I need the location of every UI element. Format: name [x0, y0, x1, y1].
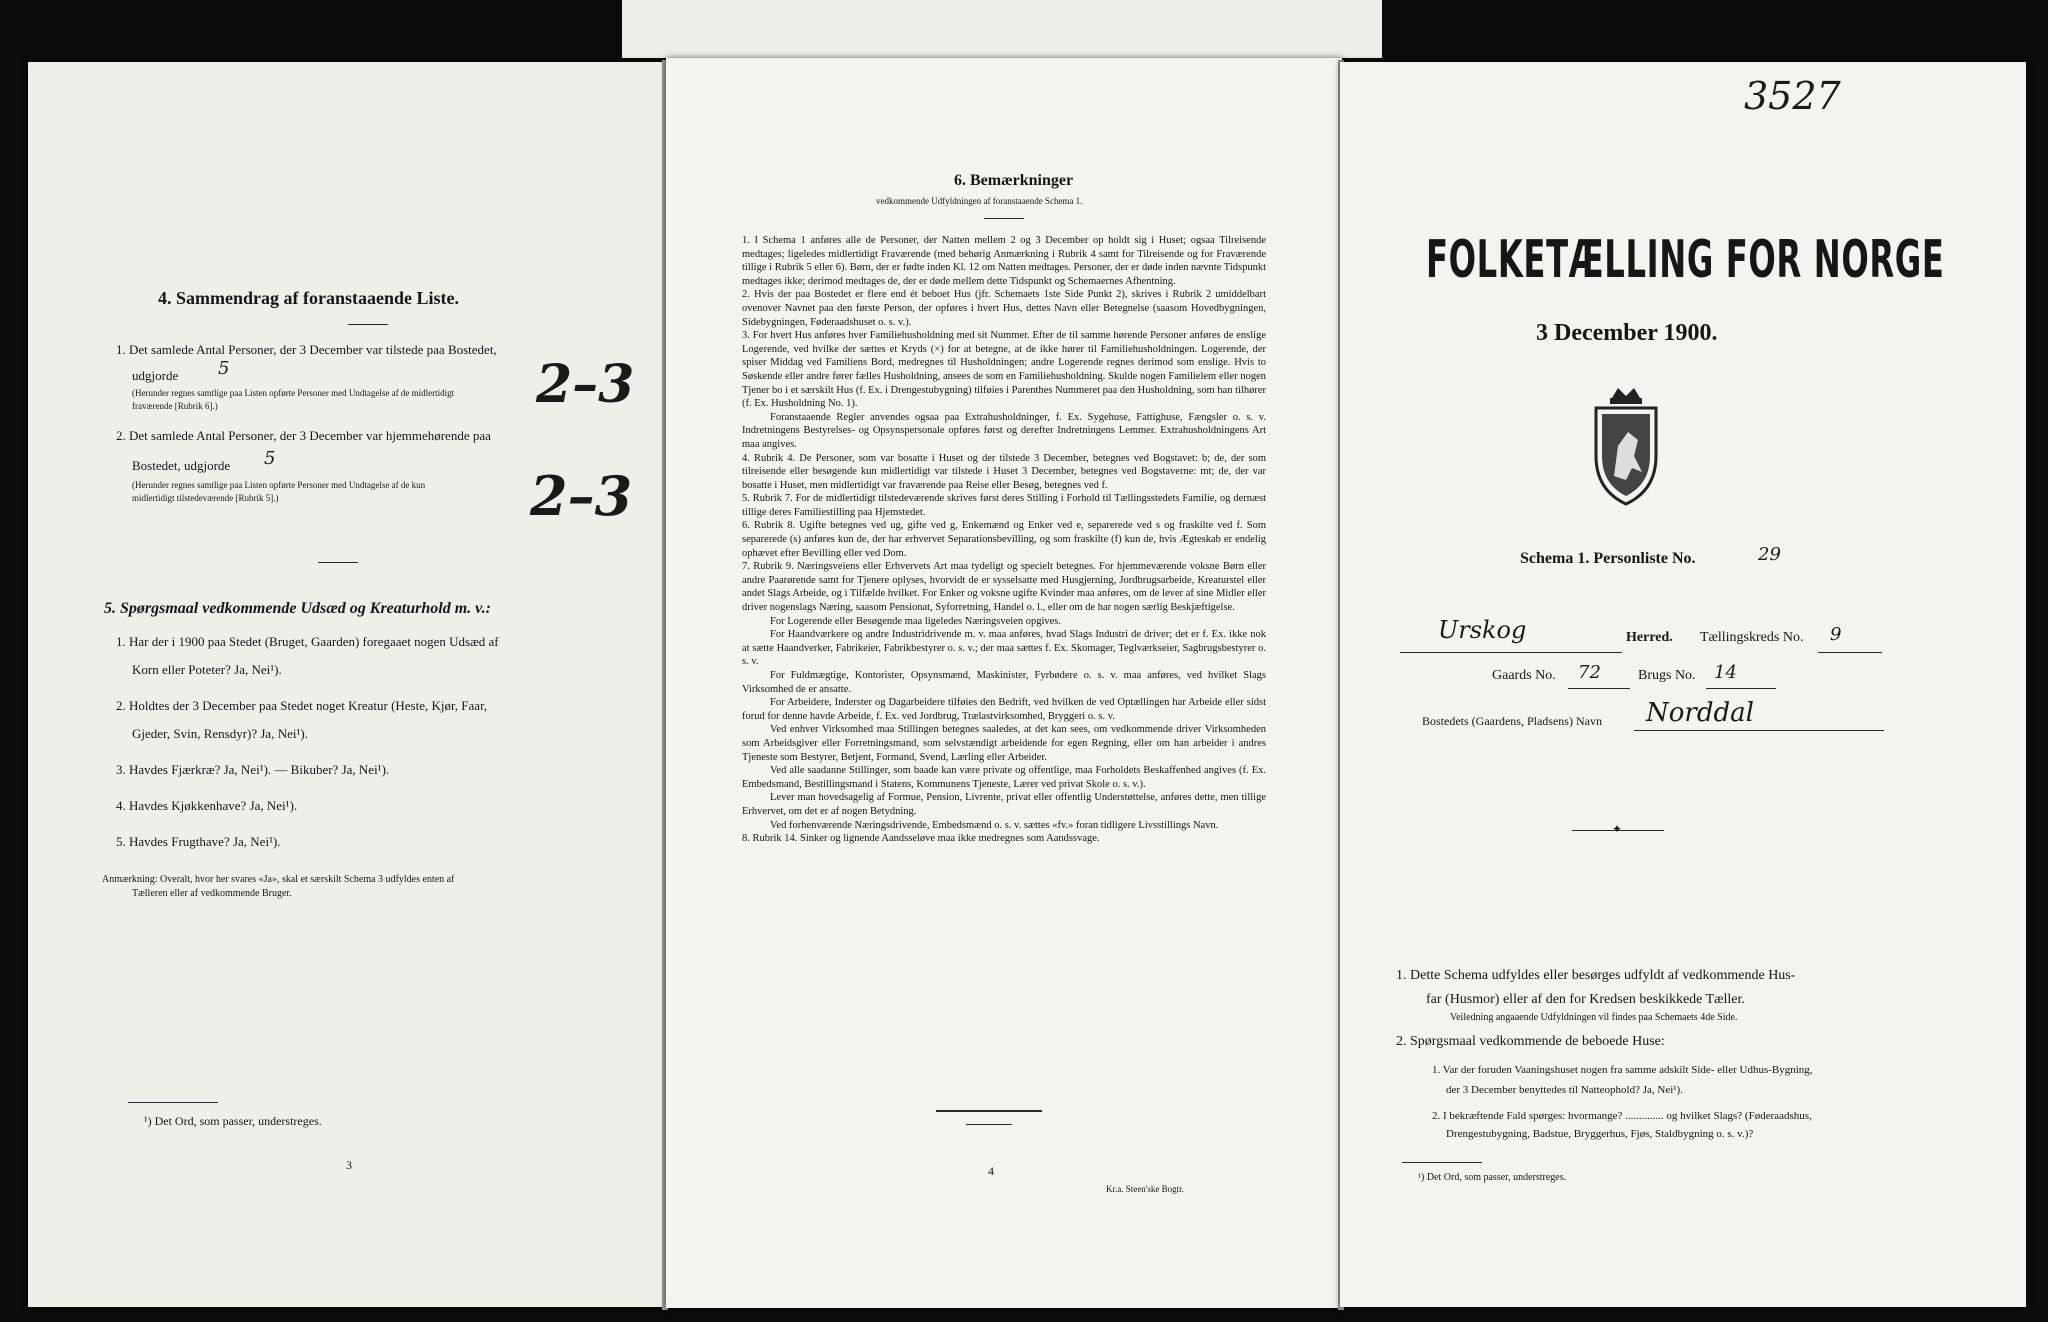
instruction-2: 2. Spørgsmaal vedkommende de beboede Huse: — [1396, 1034, 1665, 1049]
divider — [966, 1124, 1012, 1125]
q2-note-1: (Herunder regnes samtlige paa Listen opførte Personer med Undtagelse af de kun — [132, 480, 426, 490]
gaard-label: Gaards No. — [1492, 668, 1556, 683]
divider — [318, 562, 358, 563]
item-5: 5. Havdes Frugthave? Ja, Nei¹). — [116, 834, 281, 849]
sub-question-1-line2: der 3 December benyttedes til Natteophold? Ja, Nei¹). — [1446, 1084, 1683, 1096]
herred-label: Herred. — [1626, 630, 1673, 645]
brugs-line — [1706, 688, 1776, 689]
q2-label: Bostedet, udgjorde — [132, 458, 231, 473]
remark-paragraph: For Haandværkere og andre Industridrivende m. v. maa anføres, hvad Slags Industri de driver; det er f. Ex. ikke nok at sætte Haandverker, Fabrikeier, Fabrikbestyrer o. s. v.; der maa sættes f. Ex. Skomager, Teglværkseier, Sagbrugsbestyrer o. s. v. — [742, 629, 1266, 668]
remarks-subtitle: vedkommende Udfyldningen af foranstaaende Schema 1. — [876, 196, 1083, 206]
coat-of-arms-icon — [1588, 384, 1664, 510]
printer-credit: Kr.a. Steen'ske Bogtr. — [1106, 1184, 1184, 1194]
kreds-label: Tællingskreds No. — [1700, 630, 1804, 645]
left-page — [28, 62, 664, 1307]
brugs-value: 14 — [1714, 662, 1737, 683]
remark-paragraph: 4. Rubrik 4. De Personer, som var bosatte i Huset og der tilstede 3 December, betegnes ved Bogstavet: b; de, der som tilreisende eller besøgende kun midlertidigt var tilstede i Huset 3 December, betegnes ved Bogstaverne: mt; de, der var bosatte i Huset, men midlertidigt var fraværende paa Reise eller Besøg, betegnes ved f. — [742, 452, 1266, 491]
footnote-rule — [1402, 1162, 1482, 1163]
q2-value: 5 — [264, 448, 276, 469]
census-date: 3 December 1900. — [1536, 320, 1718, 346]
sub-question-2-line2: Drengestubygning, Badstue, Bryggerhus, Fjøs, Staldbygning o. s. v.)? — [1446, 1128, 1754, 1140]
herred-value: Urskog — [1438, 616, 1527, 644]
bosted-line — [1634, 730, 1884, 731]
remark-paragraph: 6. Rubrik 8. Ugifte betegnes ved ug, gifte ved g, Enkemænd og Enker ved e, separerede ved s og fraskilte ved f. Som separerede (s) anføres kun de, der har erhvervet Separationsbevilling, og som fraskilte (f) kun de, hvis Ægteskab er endelig ophævet efter Bevilling eller ved Dom. — [742, 520, 1266, 559]
bosted-value: Norddal — [1646, 698, 1754, 728]
herred-line — [1400, 652, 1622, 653]
schema-label: Schema 1. Personliste No. — [1520, 550, 1696, 567]
item-2-line1: 2. Holdtes der 3 December paa Stedet noget Kreatur (Heste, Kjør, Faar, — [116, 698, 488, 713]
remark-paragraph: Foranstaaende Regler anvendes ogsaa paa Extrahusholdninger, f. Ex. Sygehuse, Fattighuse, Fængsler o. s. v. Indretningens Bestyrelses- og Opsynspersonale opføres først og derefter Indretningens Lemmer. Extrahusholdningens Art maa angives. — [742, 411, 1266, 450]
remark-paragraph: Lever man hovedsagelig af Formue, Pension, Livrente, privat eller offentlig Understøttelse, anføres dette, men tillige Erhvervet, om det er af nogen Betydning. — [742, 792, 1266, 817]
divider — [984, 218, 1024, 219]
remark-line-2: Tælleren eller af vedkommende Bruger. — [132, 888, 292, 899]
remark-paragraph: 8. Rubrik 14. Sinker og lignende Aandsseløve maa ikke medregnes som Aandssvage. — [742, 833, 1100, 845]
remark-paragraph: For Arbeidere, Inderster og Dagarbeidere tilføies den Bedrift, ved hvilken de ved Optællingen har Arbeide eller sidst forud for denne havde Arbeide, f. Ex. ved Jordbrug, Trælastvirksomhed, Bryggeri o. s. v. — [742, 697, 1266, 722]
archive-number: 3527 — [1744, 74, 1841, 118]
remark-paragraph: 5. Rubrik 7. For de midlertidigt tilstedeværende skrives først deres Stilling i Forhold til Tællingsstedets Familie, og dernæst tillige deres Familiestilling paa Hjemstedet. — [742, 493, 1266, 518]
item-1-line2: Korn eller Poteter? Ja, Nei¹). — [132, 662, 282, 677]
right-page — [1340, 62, 2026, 1307]
divider — [936, 1110, 1042, 1112]
brugs-label: Brugs No. — [1638, 668, 1696, 683]
gaard-line — [1568, 688, 1630, 689]
sub-question-1-line1: 1. Var der foruden Vaaningshuset nogen fra samme adskilt Side- eller Udhus-Bygning, — [1432, 1064, 1813, 1076]
instruction-1-line2: far (Husmor) eller af den for Kredsen beskikkede Tæller. — [1426, 992, 1745, 1007]
remark-paragraph: 1. I Schema 1 anføres alle de Personer, der Natten mellem 2 og 3 December op holdt sig i Huset; ogsaa Tilreisende medtages; ligeledes midlertidigt Fraværende (med behørig Anmærkning i Rubrik 4 samt for Tilreisende og for Fraværende tillige i Rubrik 5 eller 6). Børn, der er fødte inden Kl. 12 om Natten medtages. Personer, der er døde inden nævnte Tidspunkt medtages ikke; derimod medtages de, der er døde mellem dette Tidspunkt og Schemaernes Afhentning. — [742, 235, 1266, 287]
sub-question-2-line1: 2. I bekræftende Fald spørges: hvormange? .............. og hvilket Slags? (Føderaadshus, — [1432, 1110, 1812, 1122]
remark-paragraph: 3. For hvert Hus anføres hver Familiehusholdning med sit Nummer. Efter de til samme hørende Personer anføres de enslige Logerende, ved hvilke der sættes et Kryds (×) for at betegne, at de ikke hører til Familiehusholdningen. Logerende, der spiser Middag ved Familiens Bord, medregnes til Husholdningen; andre Logerende regnes derimod som enslige. Hvis to Søskende eller andre fører fælles Husholdning, ansees de som en Familiehusholdning. Skulde nogen Familielem eller nogen Tjener bo i et særskilt Hus (f. Ex. i Drengestubygning) tilføies i Parenthes Nummeret paa den Husholdning, som han tilhører (f. Ex. Husholdning No. 1). — [742, 330, 1266, 410]
instruction-1-line3: Veiledning angaaende Udfyldningen vil findes paa Schemaets 4de Side. — [1450, 1012, 1738, 1023]
remark-paragraph: For Fuldmægtige, Kontorister, Opsynsmænd, Maskinister, Fyrbødere o. s. v. maa anføres, ved hvilket Slags Virksomhed de er ansatte. — [742, 670, 1266, 695]
kreds-line — [1818, 652, 1882, 653]
remark-paragraph: Ved forhenværende Næringsdrivende, Embedsmænd o. s. v. sættes «fv.» foran tidligere Livsstillings Navn. — [770, 819, 1219, 831]
q2-text: 2. Det samlede Antal Personer, der 3 December var hjemmehørende paa — [116, 428, 491, 443]
footnote: ¹) Det Ord, som passer, understreges. — [1418, 1172, 1567, 1183]
kreds-value: 9 — [1830, 624, 1842, 645]
instruction-1-line1: 1. Dette Schema udfyldes eller besørges udfyldt af vedkommende Hus- — [1396, 968, 1796, 983]
q1-text: 1. Det samlede Antal Personer, der 3 December var tilstede paa Bostedet, — [116, 342, 497, 357]
remark-paragraph: 2. Hvis der paa Bostedet er flere end ét beboet Hus (jfr. Schemaets 1ste Side Punkt 2), skrives i Rubrik 2 umiddelbart ovenover Navnet paa den første Person, der opføres i hvert Hus, dettes Navn eller Betegnelse (saasom Hovedbygningen, Sidebygningen, Føderaadshuset o. s. v.). — [742, 289, 1266, 328]
remarks-body — [742, 234, 1266, 1130]
census-title: FOLKETÆLLING FOR NORGE — [1426, 230, 1945, 290]
section4-title: 4. Sammendrag af foranstaaende Liste. — [158, 288, 459, 308]
remark-line-1: Anmærkning: Overalt, hvor her svares «Ja», skal et særskilt Schema 3 udfyldes enten af — [102, 874, 455, 885]
footnote-rule — [128, 1102, 218, 1103]
q1-value: 5 — [218, 358, 230, 379]
remark-paragraph: Ved alle saadanne Stillinger, som baade kan være private og offentlige, maa Forholdets Beskaffenhed angives (f. Ex. Embedsmand, Bestillingsmand i Statens, Kommunens Tjeneste, Lærer ved privat Skole o. s. v.). — [742, 765, 1266, 790]
q2-annotation: 2–3 — [530, 464, 633, 528]
schema-value: 29 — [1758, 544, 1781, 565]
ornament-icon: ✦ — [1612, 822, 1623, 836]
footnote: ¹) Det Ord, som passer, understreges. — [144, 1114, 322, 1128]
divider — [348, 324, 388, 325]
remarks-title: 6. Bemærkninger — [954, 172, 1074, 189]
bosted-label: Bostedets (Gaardens, Pladsens) Navn — [1422, 714, 1602, 728]
item-1-line1: 1. Har der i 1900 paa Stedet (Bruget, Gaarden) foregaaet nogen Udsæd af — [116, 634, 499, 649]
remark-paragraph: Ved enhver Virksomhed maa Stillingen betegnes saaledes, at det kan sees, om vedkommende driver Virksomheden som Arbeidsgiver eller Forretningsmand, som selvstændigt arbeidende for egen Regning, eller om han arbeider i andres Tjeneste som Bestyrer, Betjent, Formand, Svend, Lærling eller Arbeider. — [742, 724, 1266, 763]
page-number: 4 — [988, 1164, 994, 1178]
q1-label: udgjorde — [132, 368, 179, 383]
q1-annotation: 2–3 — [536, 354, 635, 415]
item-3: 3. Havdes Fjærkræ? Ja, Nei¹). — Bikuber? Ja, Nei¹). — [116, 762, 390, 777]
page-number: 3 — [346, 1158, 352, 1172]
remark-paragraph: 7. Rubrik 9. Næringsveiens eller Erhvervets Art maa tydeligt og specielt betegnes. For hjemmeværende voksne Børn eller andre Paarørende samt for Tjenere oplyses, hvorvidt de er sysselsatte med Husgjerning, Jordbrugsarbeide, Kreaturstel eller andet Slags Arbeide, og i Tilfælde hvilket. For Enker og voksne ugifte Kvinder maa anføres, om de lever af sine Midler eller driver nogenslags Næring, saasom Pensionat, Syforretning, Handel o. l., eller om de har nogen særlig Beskjæftigelse. — [742, 561, 1266, 614]
top-paper-slip — [622, 0, 1382, 58]
section5-title: 5. Spørgsmaal vedkommende Udsæd og Kreaturhold m. v.: — [104, 600, 491, 617]
q2-note-2: midlertidigt tilstedeværende [Rubrik 5].) — [132, 493, 279, 503]
q1-note-1: (Herunder regnes samtlige paa Listen opførte Personer med Undtagelse af de midlertidigt — [132, 388, 455, 398]
gaard-value: 72 — [1578, 662, 1601, 683]
middle-page — [666, 58, 1342, 1308]
item-2-line2: Gjeder, Svin, Rensdyr)? Ja, Nei¹). — [132, 726, 308, 741]
item-4: 4. Havdes Kjøkkenhave? Ja, Nei¹). — [116, 798, 298, 813]
remark-paragraph: For Logerende eller Besøgende maa ligeledes Næringsveien opgives. — [770, 615, 1061, 627]
q1-note-2: fraværende [Rubrik 6].) — [132, 401, 218, 411]
